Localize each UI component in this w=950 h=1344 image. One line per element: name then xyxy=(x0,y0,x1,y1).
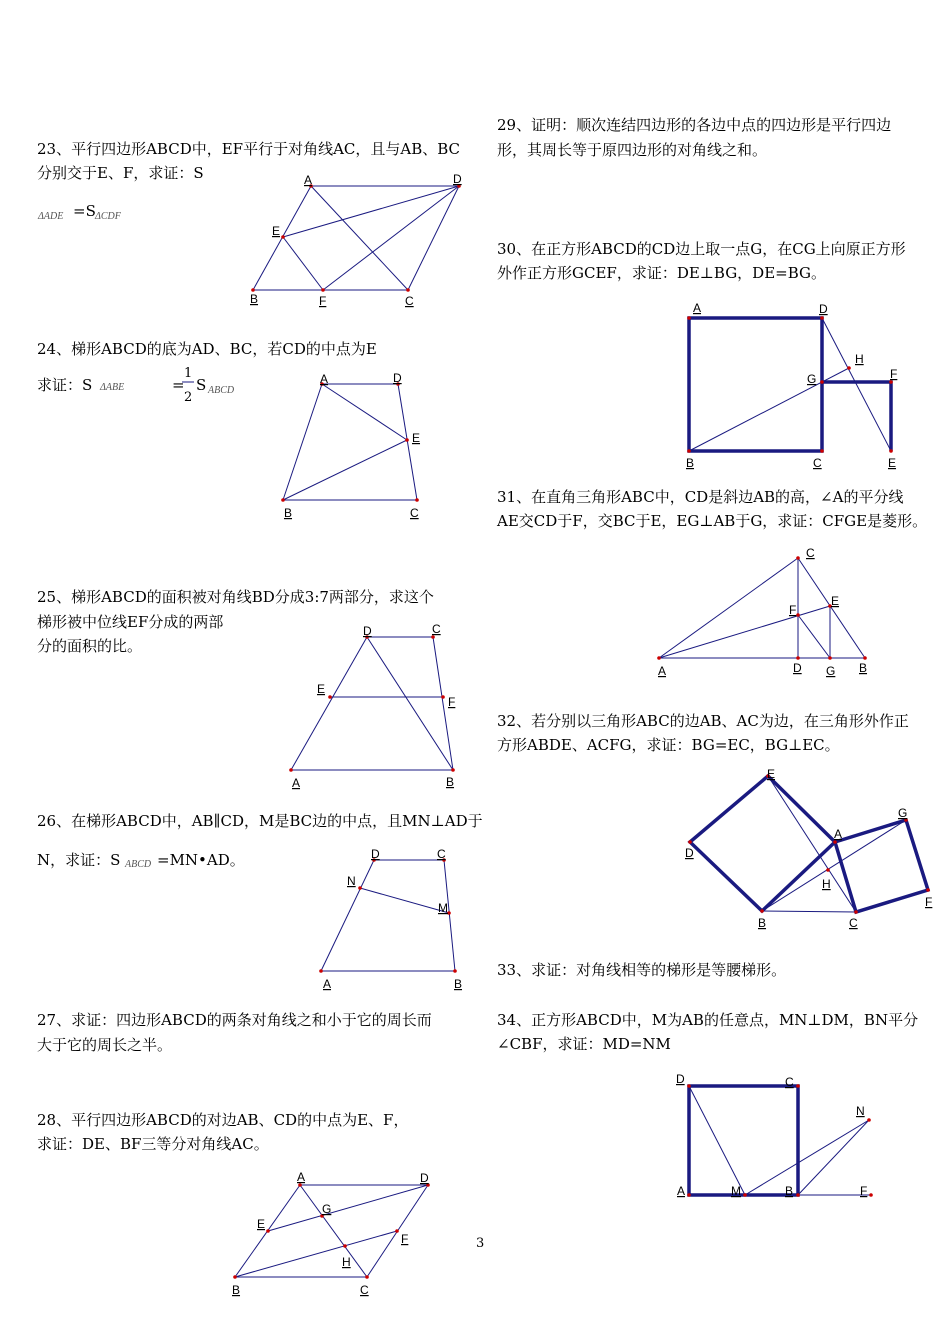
problem-34-line1: 34、正方形ABCD中，M为AB的任意点，MN⊥DM，BN平分 xyxy=(497,1011,919,1029)
f31-label-d: D xyxy=(793,661,802,675)
f26-label-m: M xyxy=(438,901,448,915)
f24-label-e: E xyxy=(412,431,421,445)
f24-label-b: B xyxy=(284,506,293,520)
f32-label-g: G xyxy=(898,806,908,820)
problem-24-den: 2 xyxy=(184,390,193,405)
f28-label-d: D xyxy=(420,1171,429,1185)
problem-30-line1: 30、在正方形ABCD的CD边上取一点G，在CG上向原正方形 xyxy=(497,240,906,258)
f30-label-e: E xyxy=(888,456,897,470)
problem-23-eq: =S xyxy=(73,202,96,220)
problem-29-line1: 29、证明：顺次连结四边形的各边中点的四边形是平行四边 xyxy=(497,116,892,134)
f30-label-a: A xyxy=(693,301,702,315)
problem-24-num: 1 xyxy=(184,366,193,381)
problem-26-line2a: N，求证：S xyxy=(37,851,121,869)
f28-label-f: F xyxy=(401,1232,409,1246)
f25-label-f: F xyxy=(448,695,456,709)
f31-label-f: F xyxy=(789,603,797,617)
problem-29-line2: 形，其周长等于原四边形的对角线之和。 xyxy=(497,141,768,159)
f28-label-h: H xyxy=(342,1255,351,1269)
f30-label-c: C xyxy=(813,456,822,470)
page-number: 3 xyxy=(476,1236,485,1251)
problem-25-line2: 梯形被中位线EF分成的两部 xyxy=(37,613,224,631)
problem-27-line1: 27、求证：四边形ABCD的两条对角线之和小于它的周长而 xyxy=(37,1011,432,1029)
f34-label-a: A xyxy=(677,1184,686,1198)
f34-label-n: N xyxy=(856,1104,865,1118)
f31-label-b: B xyxy=(859,661,868,675)
f31-label-c: C xyxy=(806,546,815,560)
f23-label-d: D xyxy=(453,172,462,186)
f23-label-e: E xyxy=(272,224,281,238)
problem-24-eq: = xyxy=(172,376,185,394)
f32-label-e: E xyxy=(767,767,776,781)
f26-label-a: A xyxy=(323,977,332,991)
f28-label-c: C xyxy=(360,1283,369,1297)
problem-32-line2: 方形ABDE、ACFG，求证：BG=EC，BG⊥EC。 xyxy=(497,736,840,754)
f26-label-c: C xyxy=(437,847,446,861)
f32-label-d: D xyxy=(685,846,694,860)
f26-label-d: D xyxy=(371,847,380,861)
f30-label-g: G xyxy=(807,372,817,386)
f24-label-d: D xyxy=(393,371,402,385)
f24-label-a: A xyxy=(320,372,329,386)
problem-34-line2: ∠CBF，求证：MD=NM xyxy=(497,1035,671,1053)
problem-26-line2b: =MN•AD。 xyxy=(157,851,245,869)
f32-label-b: B xyxy=(758,916,767,930)
f32-label-f: F xyxy=(925,895,933,909)
f31-label-a: A xyxy=(658,664,667,678)
problem-24-line1: 24、梯形ABCD的底为AD、BC，若CD的中点为E xyxy=(37,340,377,358)
f32-label-c: C xyxy=(849,916,858,930)
f32-label-a: A xyxy=(834,827,843,841)
problem-33-line1: 33、求证：对角线相等的梯形是等腰梯形。 xyxy=(497,961,787,979)
f34-label-b: B xyxy=(785,1184,794,1198)
problem-23-line1: 23、平行四边形ABCD中，EF平行于对角线AC，且与AB、BC xyxy=(37,140,461,158)
problem-25-line1: 25、梯形ABCD的面积被对角线BD分成3:7两部分，求这个 xyxy=(37,588,434,606)
f26-label-b: B xyxy=(454,977,463,991)
problem-31-line2: AE交CD于F，交BC于E，EG⊥AB于G，求证：CFGE是菱形。 xyxy=(497,512,928,530)
problem-25-line3: 分的面积的比。 xyxy=(37,637,143,655)
f28-label-b: B xyxy=(232,1283,241,1297)
f30-label-h: H xyxy=(855,352,864,366)
f23-label-b: B xyxy=(250,292,259,306)
problem-23-sub1: ΔADE xyxy=(38,211,64,222)
f32-label-h: H xyxy=(822,877,831,891)
problem-27-line2: 大于它的周长之半。 xyxy=(37,1036,173,1054)
f28-label-e: E xyxy=(257,1217,266,1231)
f34-label-d: D xyxy=(676,1072,685,1086)
f25-label-e: E xyxy=(317,682,326,696)
f34-label-c: C xyxy=(785,1075,794,1089)
problem-26-sub: ABCD xyxy=(125,859,152,870)
f23-label-c: C xyxy=(405,294,414,308)
f28-label-g: G xyxy=(322,1202,332,1216)
problem-32-line1: 32、若分别以三角形ABC的边AB、AC为边，在三角形外作正 xyxy=(497,712,909,730)
problem-23-sub2: ΔCDF xyxy=(95,211,121,222)
f31-label-g: G xyxy=(826,664,836,678)
f30-label-f: F xyxy=(890,367,898,381)
problem-31-line1: 31、在直角三角形ABC中，CD是斜边AB的高，∠A的平分线 xyxy=(497,488,904,506)
f25-label-c: C xyxy=(432,622,441,636)
f30-label-b: B xyxy=(686,456,695,470)
problem-26-line1: 26、在梯形ABCD中，AB∥CD，M是BC边的中点，且MN⊥AD于 xyxy=(37,812,483,830)
problem-24-sub1: ΔABE xyxy=(100,382,125,393)
f25-label-b: B xyxy=(446,775,455,789)
f28-label-a: A xyxy=(297,1170,306,1184)
f25-label-d: D xyxy=(363,624,372,638)
f23-label-a: A xyxy=(304,173,313,187)
f24-label-c: C xyxy=(410,506,419,520)
f34-label-m: M xyxy=(731,1184,741,1198)
problem-23-line2: 分别交于E、F，求证：S xyxy=(37,164,204,182)
f31-label-e: E xyxy=(831,594,840,608)
problem-24-s: S xyxy=(196,376,207,394)
problem-28-line1: 28、平行四边形ABCD的对边AB、CD的中点为E、F， xyxy=(37,1111,409,1129)
problem-24-sub2: ABCD xyxy=(208,385,235,396)
f34-label-f: F xyxy=(860,1184,868,1198)
f26-label-n: N xyxy=(347,874,356,888)
problem-28-line2: 求证：DE、BF三等分对角线AC。 xyxy=(37,1135,269,1153)
problem-30-line2: 外作正方形GCEF，求证：DE⊥BG，DE=BG。 xyxy=(497,264,827,282)
f25-label-a: A xyxy=(292,776,301,790)
f30-label-d: D xyxy=(819,302,828,316)
f23-label-f: F xyxy=(319,294,327,308)
problem-24-line2: 求证：S xyxy=(37,376,93,394)
